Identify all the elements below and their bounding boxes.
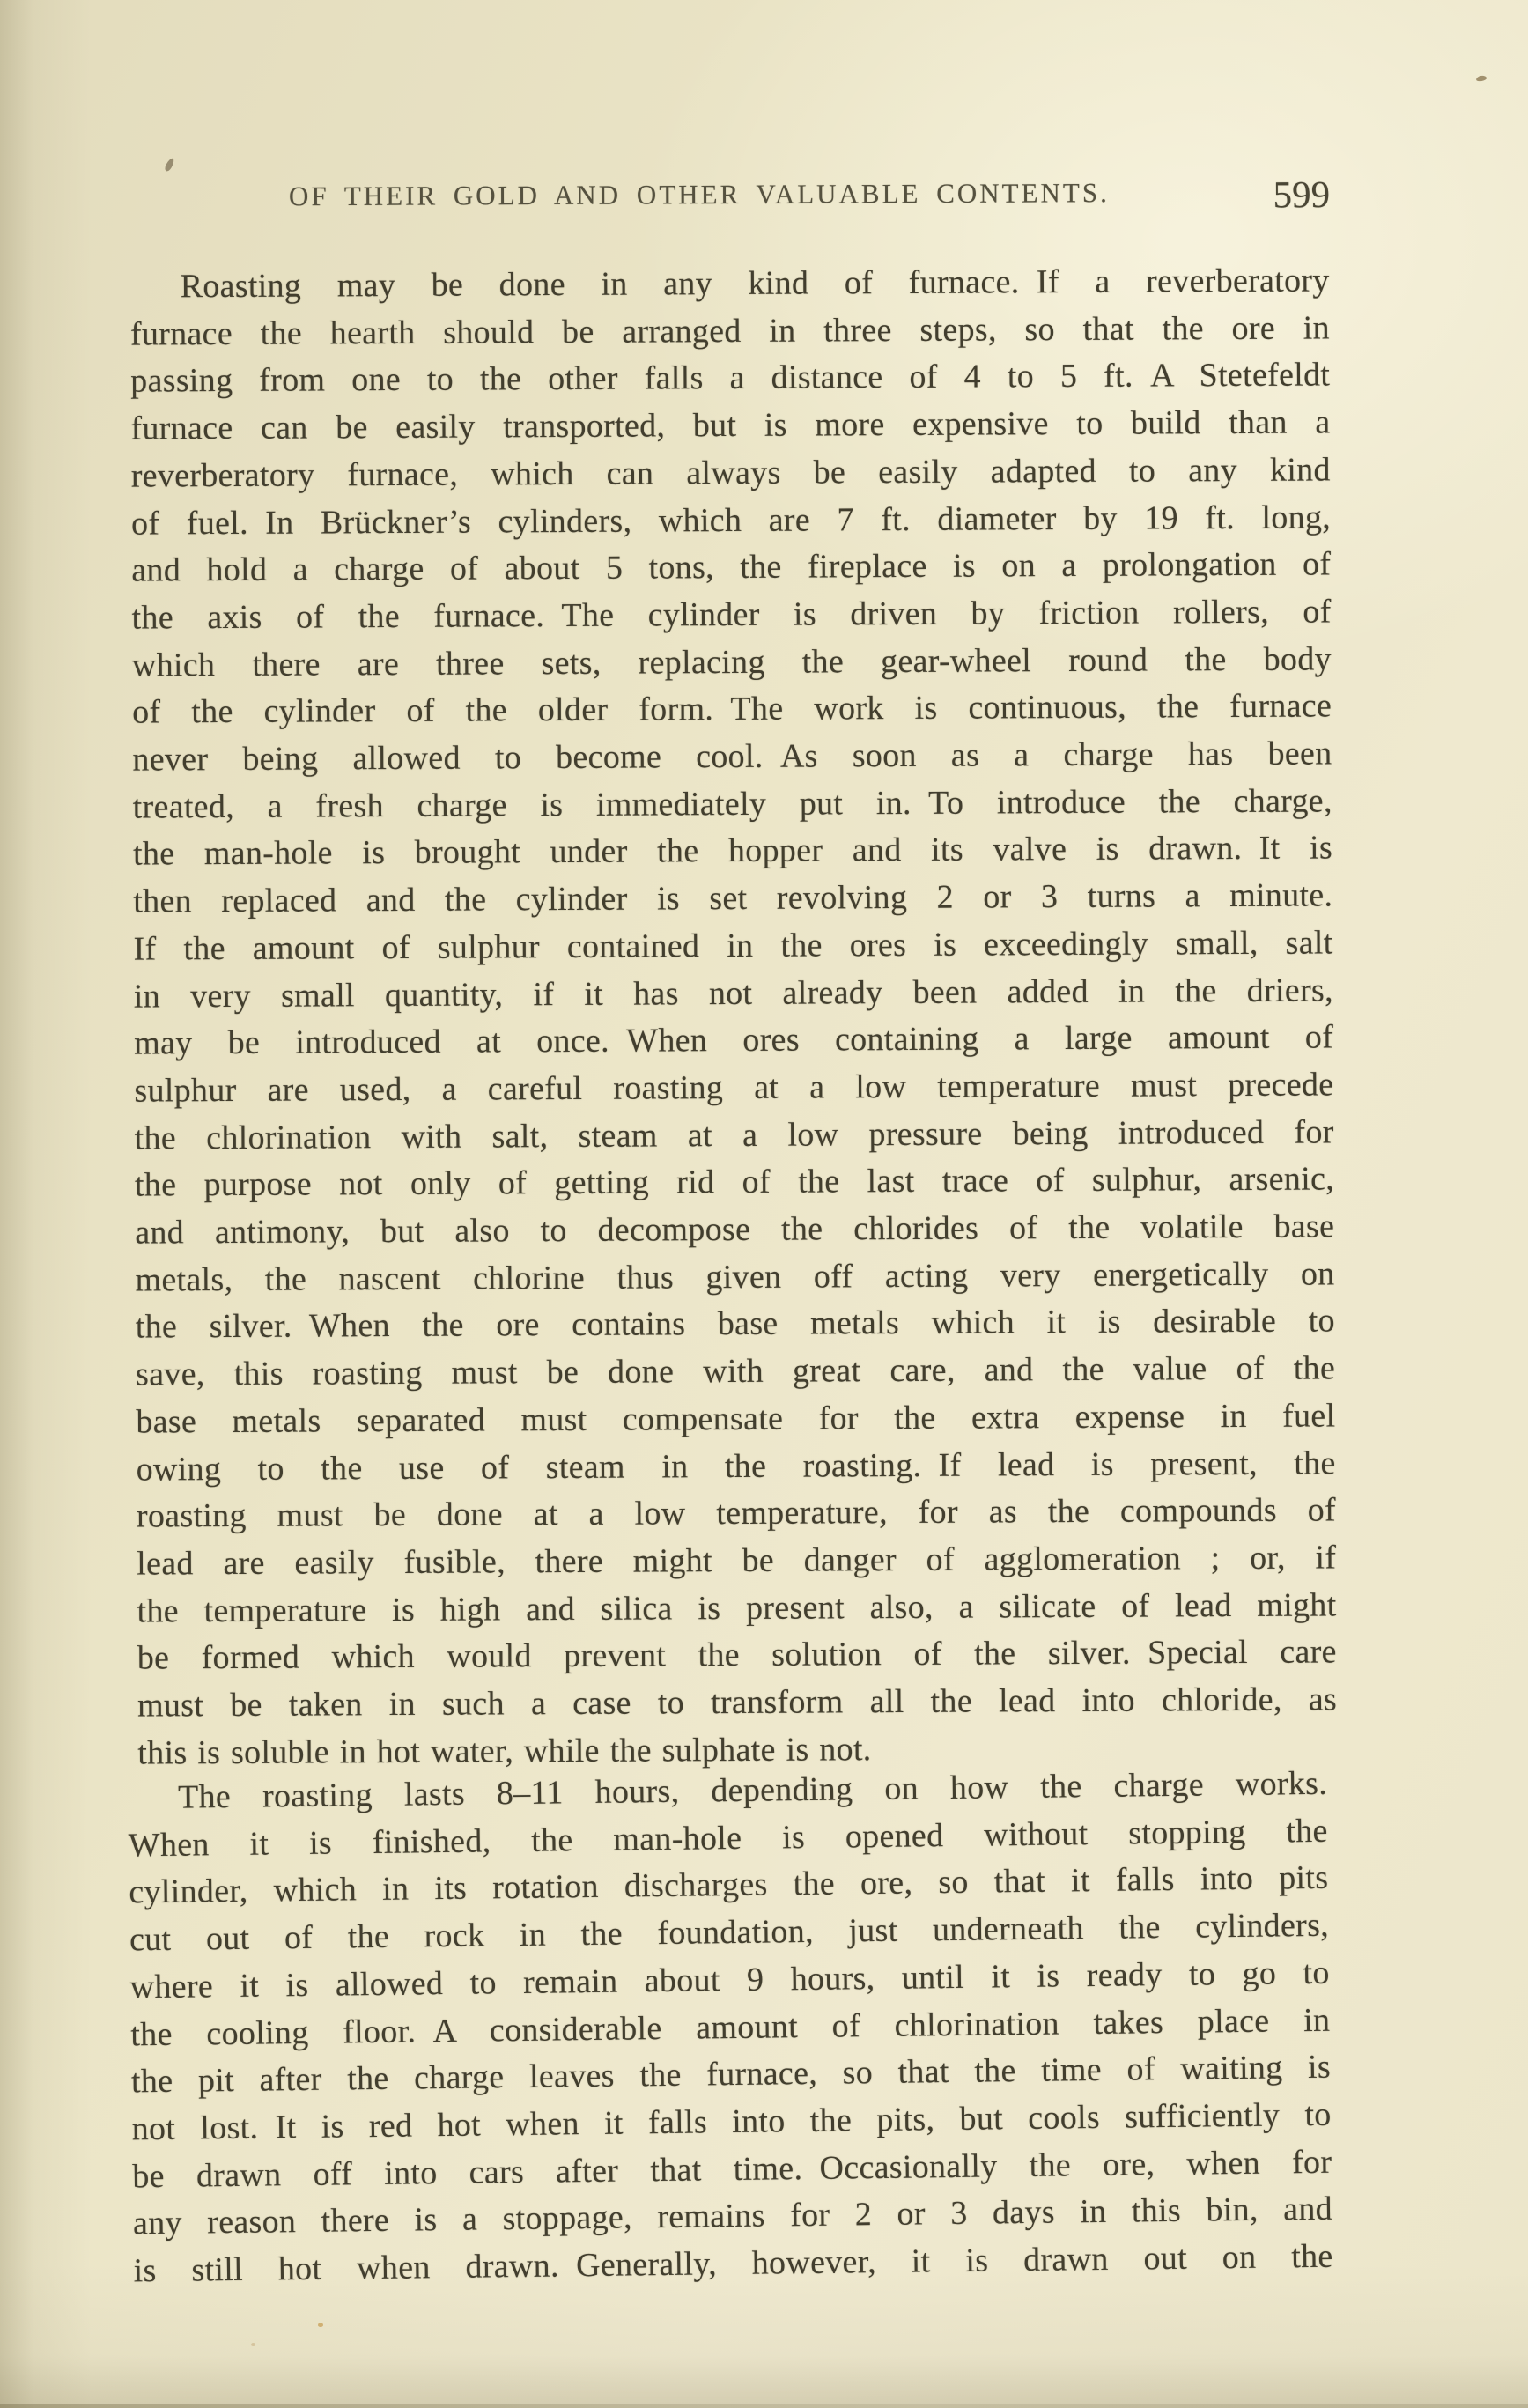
page-number: 599 — [1273, 174, 1331, 217]
text-line: must be taken in such a case to transform all the lead into chloride, as — [137, 1680, 1338, 1725]
text-line: and hold a charge of about 5 tons, the fireplace is on a prolongation of — [131, 545, 1332, 589]
text-line: never being allowed to become cool. As soon as a charge has been — [132, 735, 1332, 779]
text-line: any reason there is a stoppage, remains for 2 or 3 days in this bin, and — [132, 2190, 1333, 2242]
text-line: is still hot when drawn. Generally, however, it is drawn out on the — [133, 2237, 1333, 2289]
text-line: the purpose not only of getting rid of the last trace of sulphur, arsenic, — [134, 1160, 1335, 1204]
brown-fleck — [1476, 75, 1487, 82]
text-line: base metals separated must compensate for the extra expense in fuel — [136, 1397, 1336, 1441]
text-line: the chlorination with salt, steam at a low pressure being introduced for — [134, 1113, 1334, 1157]
text-line: metals, the nascent chlorine thus given off acting very energetically on — [135, 1255, 1335, 1299]
text-line: this is soluble in hot water, while the sulphate is not. — [137, 1730, 872, 1772]
text-line: be drawn off into cars after that time. Occasionally the ore, when for — [132, 2142, 1332, 2195]
text-line: the axis of the furnace. The cylinder is driven by friction rollers, of — [131, 593, 1332, 637]
text-line: not lost. It is red hot when it falls into the pits, but cools sufficiently to — [131, 2095, 1332, 2147]
text-line: the pit after the charge leaves the furnace, so that the time of waiting is — [130, 2048, 1332, 2101]
text-line: which there are three sets, replacing the gear-wheel round the body — [131, 640, 1332, 684]
text-line: where it is allowed to remain about 9 hours, until it is ready to go to — [129, 1954, 1330, 2005]
text-line: of the cylinder of the older form. The work is continuous, the furnace — [132, 687, 1332, 731]
text-line: When it is finished, the man-hole is opened without stopping the — [128, 1811, 1328, 1864]
text-line: the cooling floor. A considerable amount of chlorination takes place in — [130, 2000, 1331, 2053]
text-line: the silver. When the ore contains base metals which it is desirable to — [135, 1302, 1335, 1347]
text-line: and antimony, but also to decompose the chlorides of the volatile base — [135, 1208, 1335, 1252]
page-header-title: OF THEIR GOLD AND OTHER VALUABLE CONTENTS. — [288, 177, 1110, 212]
text-line: lead are easily fusible, there might be danger of agglomeration ; or, if — [137, 1539, 1337, 1583]
text-line: may be introduced at once. When ores containing a large amount of — [134, 1018, 1334, 1062]
text-line: save, this roasting must be done with great care, and the value of the — [136, 1349, 1336, 1393]
paragraph — [130, 257, 1338, 1777]
text-line: reverberatory furnace, which can always be easily adapted to any kind — [130, 451, 1331, 495]
text-line: roasting must be done at a low temperature, for as the compounds of — [136, 1491, 1337, 1535]
apostrophe-speck — [164, 157, 176, 172]
text-line: then replaced and the cylinder is set revolving 2 or 3 turns a minute. — [133, 876, 1333, 920]
text-line: sulphur are used, a careful roasting at a low temperature must precede — [134, 1066, 1334, 1110]
faint-dot — [251, 2343, 255, 2346]
orange-dot — [318, 2323, 323, 2327]
text-line: of fuel. In Brückner’s cylinders, which are 7 ft. diameter by 19 ft. long, — [130, 498, 1332, 543]
text-line: If the amount of sulphur contained in the ores is exceedingly small, salt — [133, 924, 1333, 968]
text-line: be formed which would prevent the solution of the silver. Special care — [137, 1633, 1337, 1677]
text-line: owing to the use of steam in the roasting. If lead is present, the — [136, 1444, 1336, 1488]
text-line: the temperature is high and silica is present also, a silicate of lead might — [137, 1586, 1337, 1630]
text-line: Roasting may be done in any kind of furnace. If a reverberatory — [180, 262, 1330, 306]
text-line: in very small quantity, if it has not already been added in the driers, — [133, 971, 1333, 1016]
paragraph — [128, 1760, 1333, 2294]
page-bottom-edge-shadow — [0, 2404, 1528, 2408]
text-line: furnace the hearth should be arranged in three steps, so that the ore in — [129, 309, 1331, 353]
text-line: cut out of the rock in the foundation, just underneath the cylinders, — [129, 1906, 1330, 1959]
running-head — [134, 167, 1333, 216]
text-line: The roasting lasts 8–11 hours, depending on how the charge works. — [177, 1764, 1328, 1816]
text-line: passing from one to the other falls a distance of 4 to 5 ft. A Stetefeldt — [130, 356, 1331, 400]
text-line: the man-hole is brought under the hopper and its valve is drawn. It is — [132, 829, 1333, 874]
body-text — [128, 261, 1338, 2294]
text-line: cylinder, which in its rotation discharges the ore, so that it falls into pits — [129, 1858, 1329, 1911]
text-line: furnace can be easily transported, but is more expensive to build than a — [130, 403, 1331, 447]
text-line: treated, a fresh charge is immediately put in. To introduce the charge, — [132, 782, 1332, 826]
